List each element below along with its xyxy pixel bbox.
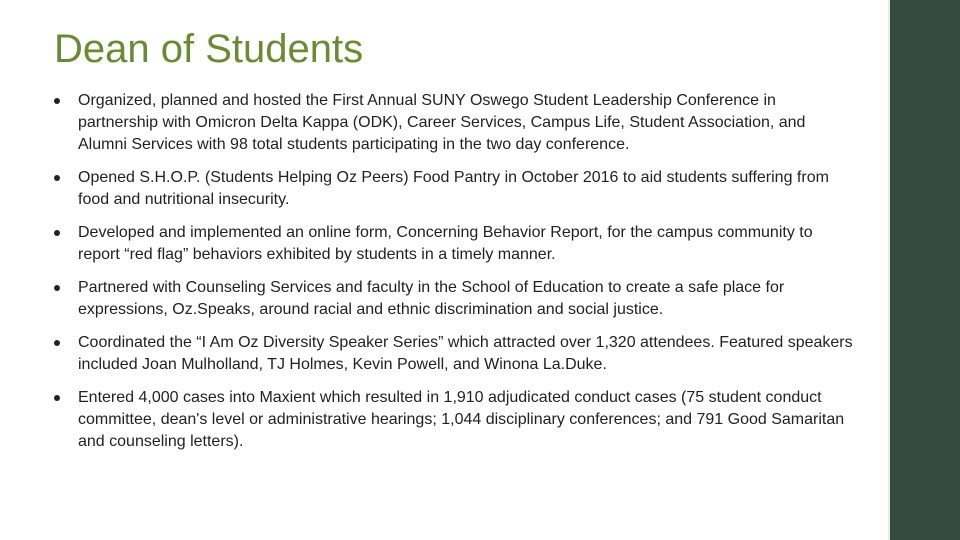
- bullet-text: Entered 4,000 cases into Maxient which resulted in 1,910 adjudicated conduct cases (75 student conduct committee, dean's level or administrative hearings; 1,044 disciplinary conferences; and 791 Good Samaritan and counseling letters).: [78, 389, 845, 450]
- bullet-item: [54, 222, 854, 266]
- bullet-dot-icon: [54, 285, 60, 291]
- side-accent-band: [888, 0, 960, 540]
- bullet-item: [54, 90, 854, 156]
- slide-title: Dean of Students: [54, 27, 364, 71]
- side-accent-band-edge: [888, 0, 890, 540]
- bullet-item: [54, 277, 854, 321]
- bullet-dot-icon: [54, 98, 60, 104]
- bullet-item: [54, 332, 854, 376]
- bullet-text: Developed and implemented an online form, Concerning Behavior Report, for the campus community to report “red flag” behaviors exhibited by students in a timely manner.: [78, 224, 813, 263]
- bullet-dot-icon: [54, 395, 60, 401]
- bullet-dot-icon: [54, 230, 60, 236]
- bullet-dot-icon: [54, 175, 60, 181]
- bullet-list: [54, 90, 854, 453]
- bullet-dot-icon: [54, 340, 60, 346]
- bullet-text: Partnered with Counseling Services and faculty in the School of Education to create a safe place for expressions, Oz.Speaks, around racial and ethnic discrimination and social justice.: [78, 279, 785, 318]
- bullet-item: [54, 167, 854, 211]
- bullet-item: [54, 387, 854, 453]
- bullet-text: Organized, planned and hosted the First Annual SUNY Oswego Student Leadership Conference in partnership with Omicron Delta Kappa (ODK), Career Services, Campus Life, Student Association, and Alumni Services with 98 total students participating in the two day conference.: [78, 92, 806, 153]
- bullet-text: Coordinated the “I Am Oz Diversity Speaker Series” which attracted over 1,320 attendees. Featured speakers included Joan Mulholland, TJ Holmes, Kevin Powell, and Winona La.Duke.: [78, 334, 853, 373]
- bullet-text: Opened S.H.O.P. (Students Helping Oz Peers) Food Pantry in October 2016 to aid students suffering from food and nutritional insecurity.: [78, 169, 829, 208]
